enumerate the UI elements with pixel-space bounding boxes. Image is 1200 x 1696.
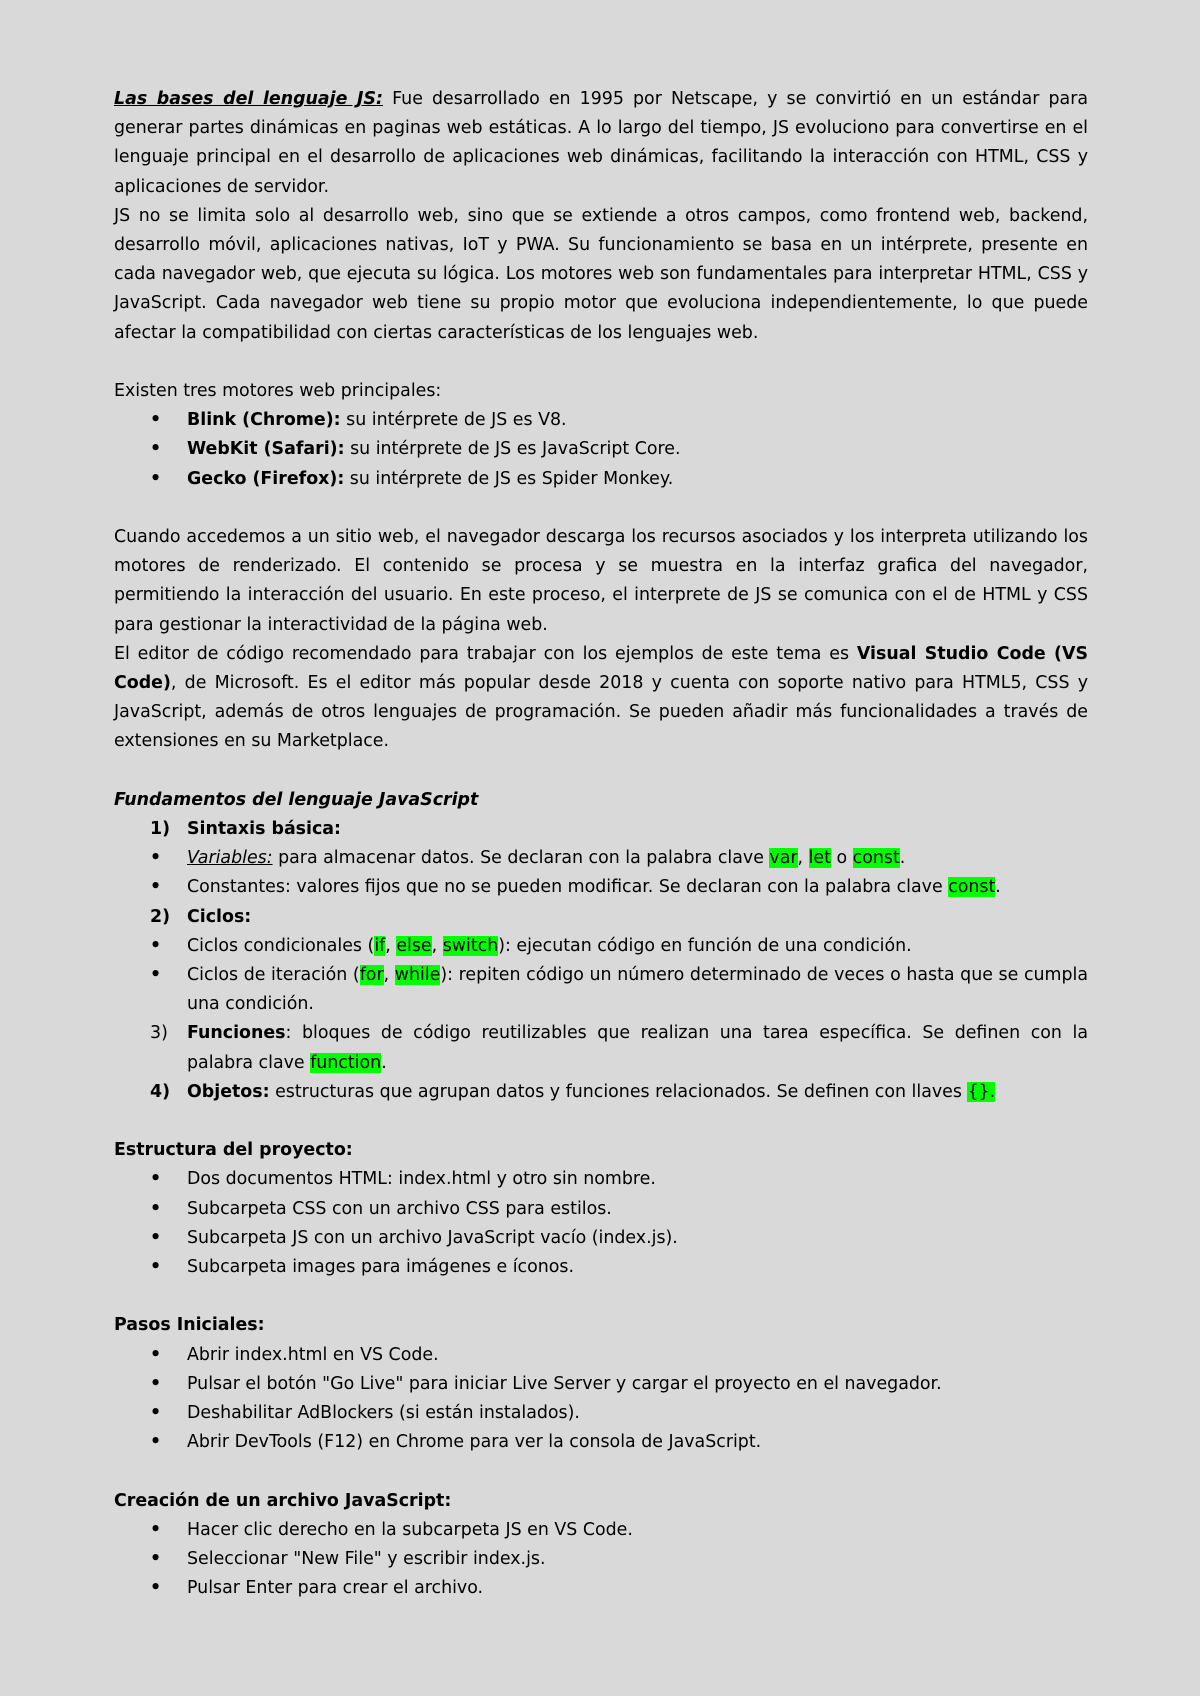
- steps-heading: Pasos Iniciales:: [114, 1315, 265, 1336]
- list-item: • WebKit (Safari): su intérprete de JS es JavaScript Core.: [114, 435, 1088, 464]
- numbered-item: 4) Objetos: estructuras que agrupan datos y funciones relacionados. Se definen con llaves {}.: [114, 1078, 1088, 1107]
- steps-list: [114, 1341, 1088, 1458]
- list-item: • Pulsar el botón "Go Live" para iniciar Live Server y cargar el proyecto en el navegador.: [114, 1370, 1088, 1399]
- structure-list: [114, 1165, 1088, 1282]
- engine-name: WebKit (Safari):: [187, 439, 345, 460]
- keyword-var: var: [769, 848, 798, 869]
- spacer: [114, 1457, 1088, 1486]
- keyword-if: if: [374, 935, 386, 956]
- js-scope-paragraph: JS no se limita solo al desarrollo web, sino que se extiende a otros campos, como frontend web, backend, desarrollo móvil, aplicaciones nativas, IoT y PWA. Su funcionamiento se basa en un intérprete, presente en cada navegador web, que ejecuta su lógica. Los motores web son fundamentales para interpretar HTML, CSS y JavaScript. Cada navegador web tiene su propio motor que evoluciona independientemente, lo que puede afectar la compatibilidad con ciertas características de los lenguajes web.: [114, 205, 1088, 343]
- list-item: • Subcarpeta CSS con un archivo CSS para estilos.: [114, 1195, 1088, 1224]
- list-item: • Dos documentos HTML: index.html y otro sin nombre.: [114, 1165, 1088, 1194]
- list-item: • Variables: para almacenar datos. Se declaran con la palabra clave var, let o const.: [114, 844, 1088, 873]
- numbered-item: 1) Sintaxis básica:: [114, 815, 1088, 844]
- engine-name: Gecko (Firefox):: [187, 468, 345, 489]
- structure-heading: Estructura del proyecto:: [114, 1140, 353, 1161]
- list-item: • Abrir index.html en VS Code.: [114, 1341, 1088, 1370]
- spacer: [114, 494, 1088, 523]
- keyword-else: else: [396, 935, 432, 956]
- list-item: • Constantes: valores fijos que no se pueden modificar. Se declaran con la palabra clave const.: [114, 873, 1088, 902]
- spacer: [114, 1282, 1088, 1311]
- list-item: • Hacer clic derecho en la subcarpeta JS en VS Code.: [114, 1516, 1088, 1545]
- keyword-let: let: [808, 848, 831, 869]
- list-item: • Abrir DevTools (F12) en Chrome para ver la consola de JavaScript.: [114, 1428, 1088, 1457]
- keyword-const: const: [948, 877, 996, 898]
- editor-paragraph: El editor de código recomendado para trabajar con los ejemplos de este tema es Visual Studio Code (VS Code), de Microsoft. Es el editor más popular desde 2018 y cuenta con soporte nativo para HTML5, CSS y JavaScript, además de otros lenguajes de programación. Se pueden añadir más funcionalidades a través de extensiones en su Marketplace.: [114, 643, 1088, 752]
- keyword-function: function: [310, 1052, 382, 1073]
- item-number: 4): [150, 1081, 171, 1102]
- access-paragraph: Cuando accedemos a un sitio web, el navegador descarga los recursos asociados y los interpreta utilizando los motores de renderizado. El contenido se procesa y se muestra en la interfaz grafica del navegador, permitiendo la interacción del usuario. En este proceso, el interprete de JS se comunica con el de HTML y CSS para gestionar la interactividad de la página web.: [114, 527, 1088, 635]
- creation-list: [114, 1516, 1088, 1604]
- spacer: [114, 757, 1088, 786]
- intro-title: Las bases del lenguaje JS:: [114, 89, 384, 109]
- editor-name: Visual Studio Code (VS Code): [114, 643, 1088, 694]
- intro-paragraph: [114, 85, 1088, 202]
- list-item: • Ciclos condicionales (if, else, switch): ejecutan código en función de una condición.: [114, 932, 1088, 961]
- engines-list: [114, 406, 1088, 494]
- list-item: • Blink (Chrome): su intérprete de JS es V8.: [114, 406, 1088, 435]
- list-item: • Deshabilitar AdBlockers (si están instalados).: [114, 1399, 1088, 1428]
- spacer: [114, 1107, 1088, 1136]
- list-item: • Gecko (Firefox): su intérprete de JS es Spider Monkey.: [114, 465, 1088, 494]
- engines-intro: Existen tres motores web principales:: [114, 381, 442, 402]
- list-item: • Pulsar Enter para crear el archivo.: [114, 1574, 1088, 1603]
- keyword-const: const: [852, 848, 900, 869]
- spacer: [114, 348, 1088, 377]
- item-number: 3): [150, 1023, 168, 1044]
- keyword-while: while: [394, 965, 441, 986]
- numbered-item: 2) Ciclos:: [114, 903, 1088, 932]
- list-item: • Subcarpeta JS con un archivo JavaScript vacío (index.js).: [114, 1224, 1088, 1253]
- keyword-braces: {}.: [967, 1081, 996, 1102]
- keyword-switch: switch: [442, 935, 499, 956]
- list-item: • Ciclos de iteración (for, while): repiten código un número determinado de veces o hasta que se cumpla una condición.: [114, 961, 1088, 1019]
- document-page: [114, 85, 1088, 1603]
- list-item: • Subcarpeta images para imágenes e íconos.: [114, 1253, 1088, 1282]
- fundamentals-heading: Fundamentos del lenguaje JavaScript: [114, 789, 479, 810]
- item-number: 2): [150, 906, 171, 927]
- creation-heading: Creación de un archivo JavaScript:: [114, 1490, 452, 1511]
- intro-text: Fue desarrollado en 1995 por Netscape, y se convirtió en un estándar para generar partes dinámicas en paginas web estáticas. A lo largo del tiempo, JS evoluciono para convertirse en el lenguaje principal en el desarrollo de aplicaciones web dinámicas, facilitando la interacción con HTML, CSS y aplicaciones de servidor.: [114, 89, 1088, 197]
- fundamentals-list: [114, 815, 1088, 1107]
- list-item: • Seleccionar "New File" y escribir index.js.: [114, 1545, 1088, 1574]
- item-number: 1): [150, 819, 171, 840]
- engine-name: Blink (Chrome):: [187, 410, 341, 431]
- numbered-item: 3) Funciones: bloques de código reutilizables que realizan una tarea específica. Se definen con la palabra clave function.: [114, 1019, 1088, 1077]
- keyword-for: for: [359, 965, 384, 986]
